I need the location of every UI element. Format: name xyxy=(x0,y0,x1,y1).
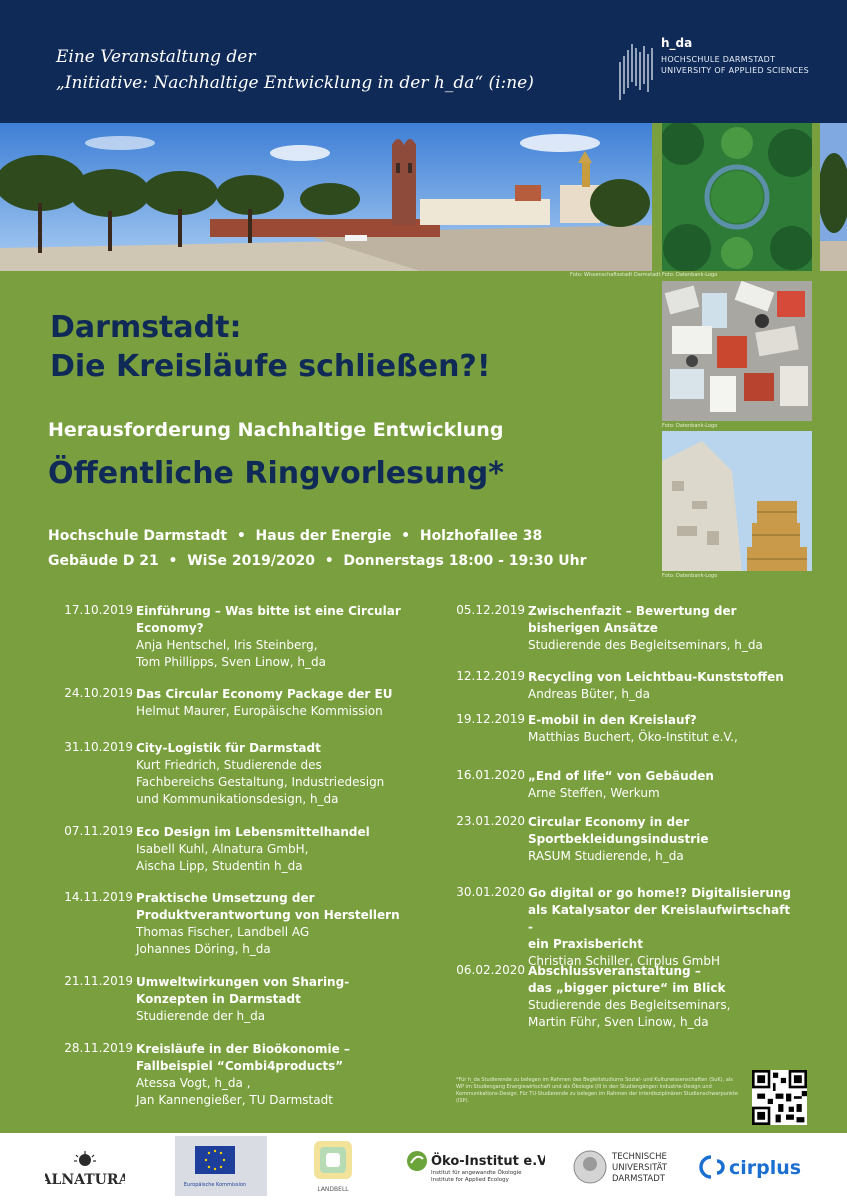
hda-logo xyxy=(617,36,817,106)
lecture-speaker-line: und Kommunikationsdesign, h_da xyxy=(136,792,339,806)
lecture-body xyxy=(528,768,798,802)
lecture-title-line: Praktische Umsetzung der xyxy=(136,891,315,905)
title-line-2: Die Kreisläufe schließen?! xyxy=(50,349,491,384)
oeko-name: Öko-Institut e.V. xyxy=(431,1154,545,1169)
lecture-title-line: ein Praxisbericht xyxy=(528,937,643,951)
lecture-body xyxy=(136,1041,406,1109)
lecture-speaker-line: Atessa Vogt, h_da , xyxy=(136,1076,251,1090)
qr-code xyxy=(752,1070,807,1125)
organizer-intro xyxy=(56,44,534,96)
lecture-date: 14.11.2019 xyxy=(64,890,133,904)
lecture-date: 24.10.2019 xyxy=(64,686,133,700)
lecture-speaker-line: Christian Schiller, Cirplus GmbH xyxy=(528,954,720,968)
tu-line-2: UNIVERSITÄT xyxy=(612,1163,667,1173)
plastic-waste-photo xyxy=(662,281,812,421)
eu-commission-logo xyxy=(175,1136,267,1196)
venue-info: Hochschule Darmstadt • Haus der Energie • Holzhofallee 38 xyxy=(48,528,543,544)
cirplus-wordmark: cirplus xyxy=(729,1157,802,1179)
oeko-sub-2: Institute for Applied Ecology xyxy=(431,1177,509,1183)
lecture-title-line: Go digital or go home!? Digitalisierung xyxy=(528,886,792,900)
lecture-speaker-line: Arne Steffen, Werkum xyxy=(528,786,660,800)
cirplus-logo xyxy=(697,1151,812,1183)
hda-logo-name: h_da xyxy=(661,36,693,50)
lecture-title-line: Konzepten in Darmstadt xyxy=(136,992,301,1006)
lecture-title-line: Produktverantwortung von Herstellern xyxy=(136,908,400,922)
lecture-date: 19.12.2019 xyxy=(456,712,525,726)
lecture-body xyxy=(136,740,406,808)
lecture-date: 23.01.2020 xyxy=(456,814,525,828)
lecture-title-line: Einführung – Was bitte ist eine Circular xyxy=(136,604,401,618)
darmstadt-panorama-photo xyxy=(0,123,652,271)
lecture-title-line: E-mobil in den Kreislauf? xyxy=(528,713,697,727)
alnatura-logo xyxy=(45,1151,125,1187)
aerial-forest-photo xyxy=(662,123,812,271)
intro-line-2: „Initiative: Nachhaltige Entwicklung in der h_da“ (i:ne) xyxy=(56,73,534,93)
lecture-speaker-line: Thomas Fischer, Landbell AG xyxy=(136,925,310,939)
lecture-date: 17.10.2019 xyxy=(64,603,133,617)
lecture-body xyxy=(136,974,406,1025)
hda-logo-sub-2: UNIVERSITY OF APPLIED SCIENCES xyxy=(661,66,809,75)
lecture-title-line: Sportbekleidungsindustrie xyxy=(528,832,709,846)
lecture-body xyxy=(136,890,406,958)
lecture-series-title: Öffentliche Ringvorlesung* xyxy=(48,456,504,491)
eu-label: Europäische Kommission xyxy=(183,1182,247,1188)
lecture-speaker-line: Aischa Lipp, Studentin h_da xyxy=(136,859,303,873)
lecture-date: 16.01.2020 xyxy=(456,768,525,782)
lecture-title-line: Umweltwirkungen von Sharing- xyxy=(136,975,350,989)
title-line-1: Darmstadt: xyxy=(50,310,242,345)
lecture-body xyxy=(136,603,406,671)
lecture-body xyxy=(528,814,798,865)
lecture-speaker-line: Studierende des Begleitseminars, xyxy=(528,998,731,1012)
lecture-speaker-line: Anja Hentschel, Iris Steinberg, xyxy=(136,638,318,652)
hda-logo-sub-1: HOCHSCHULE DARMSTADT xyxy=(661,55,776,64)
lecture-date: 05.12.2019 xyxy=(456,603,525,617)
lecture-title-line: Kreisläufe in der Bioökonomie – xyxy=(136,1042,350,1056)
lecture-speaker-line: Andreas Büter, h_da xyxy=(528,687,650,701)
lecture-body xyxy=(528,669,798,703)
lecture-title-line: als Katalysator der Kreislaufwirtschaft - xyxy=(528,903,791,934)
waste-bales-photo xyxy=(662,431,812,571)
oeko-institut-logo xyxy=(405,1147,545,1187)
landbell-label: LANDBELL xyxy=(317,1186,349,1193)
lecture-date: 31.10.2019 xyxy=(64,740,133,754)
lecture-speaker-line: Studierende der h_da xyxy=(136,1009,266,1023)
lecture-body xyxy=(528,712,798,746)
hda-logo-mark xyxy=(617,42,657,100)
lecture-title-line: Zwischenfazit – Bewertung der xyxy=(528,604,737,618)
lecture-speaker-line: Johannes Döring, h_da xyxy=(136,942,271,956)
lecture-title-line: Recycling von Leichtbau-Kunststoffen xyxy=(528,670,784,684)
lecture-speaker-line: Helmut Maurer, Europäische Kommission xyxy=(136,704,383,718)
subtitle: Herausforderung Nachhaltige Entwicklung xyxy=(48,419,504,441)
lecture-speaker-line: Jan Kannengießer, TU Darmstadt xyxy=(136,1093,333,1107)
lecture-body xyxy=(136,686,406,720)
photo-credit-0: Foto: Wissenschaftsstadt Darmstadt xyxy=(570,272,661,278)
lecture-title-line: Abschlussveranstaltung – xyxy=(528,964,701,978)
main-title xyxy=(50,308,491,386)
header-banner xyxy=(0,0,847,123)
lecture-title-line: Das Circular Economy Package der EU xyxy=(136,687,393,701)
panorama-photo-edge xyxy=(820,123,847,271)
lecture-title-line: bisherigen Ansätze xyxy=(528,621,658,635)
landbell-logo xyxy=(310,1139,356,1195)
tu-line-3: DARMSTADT xyxy=(612,1174,665,1184)
photo-credit-1: Foto: Datenbank-Logo xyxy=(662,272,718,278)
lecture-speaker-line: Fachbereichs Gestaltung, Industriedesign xyxy=(136,775,385,789)
lecture-title-line: das „bigger picture“ im Blick xyxy=(528,981,726,995)
hda-logo-subtitle xyxy=(661,54,809,76)
lecture-speaker-line: Matthias Buchert, Öko-Institut e.V., xyxy=(528,730,738,744)
lecture-body xyxy=(136,824,406,875)
schedule-info: Gebäude D 21 • WiSe 2019/2020 • Donnerstags 18:00 - 19:30 Uhr xyxy=(48,553,587,569)
photo-credit-2: Foto: Datenbank-Logo xyxy=(662,423,718,429)
lecture-title-line: City-Logistik für Darmstadt xyxy=(136,741,321,755)
footnote: *Für h_da Studierende zu belegen im Rahmen des Begleitstudiums Sozial- und Kulturwissenschaften (SuK), als WP im Studiengang Energiewirtschaft und als Ökologie I/II in den Studiengängen Industrie-Design und Kommunikations-Design. Für TU-Studierende zu belegen im Rahmen der interdisziplinären Studienschwerpunkte (ISP). xyxy=(456,1077,738,1104)
lecture-body xyxy=(528,885,798,970)
lecture-date: 06.02.2020 xyxy=(456,963,525,977)
tu-line-1: TECHNISCHE xyxy=(612,1152,667,1162)
lecture-speaker-line: Kurt Friedrich, Studierende des xyxy=(136,758,322,772)
lecture-title-line: Eco Design im Lebensmittelhandel xyxy=(136,825,370,839)
sponsor-logo-bar xyxy=(0,1133,847,1200)
lecture-date: 07.11.2019 xyxy=(64,824,133,838)
oeko-sub-1: Institut für angewandte Ökologie xyxy=(431,1170,522,1176)
lecture-title-line: „End of life“ von Gebäuden xyxy=(528,769,714,783)
lecture-body xyxy=(528,603,798,654)
lecture-body xyxy=(528,963,798,1031)
lecture-speaker-line: Studierende des Begleitseminars, h_da xyxy=(528,638,763,652)
lecture-speaker-line: Isabell Kuhl, Alnatura GmbH, xyxy=(136,842,309,856)
lecture-date: 21.11.2019 xyxy=(64,974,133,988)
photo-credit-3: Foto: Datenbank-Logo xyxy=(662,573,718,579)
lecture-speaker-line: RASUM Studierende, h_da xyxy=(528,849,684,863)
lecture-title-line: Economy? xyxy=(136,621,204,635)
intro-line-1: Eine Veranstaltung der xyxy=(56,47,256,67)
tu-darmstadt-logo xyxy=(572,1145,677,1189)
lecture-speaker-line: Martin Führ, Sven Linow, h_da xyxy=(528,1015,709,1029)
alnatura-wordmark: ALNATURA xyxy=(45,1172,125,1187)
lecture-date: 12.12.2019 xyxy=(456,669,525,683)
lecture-date: 28.11.2019 xyxy=(64,1041,133,1055)
lecture-title-line: Fallbeispiel “Combi4products” xyxy=(136,1059,344,1073)
lecture-title-line: Circular Economy in der xyxy=(528,815,690,829)
lecture-speaker-line: Tom Phillipps, Sven Linow, h_da xyxy=(136,655,326,669)
lecture-date: 30.01.2020 xyxy=(456,885,525,899)
